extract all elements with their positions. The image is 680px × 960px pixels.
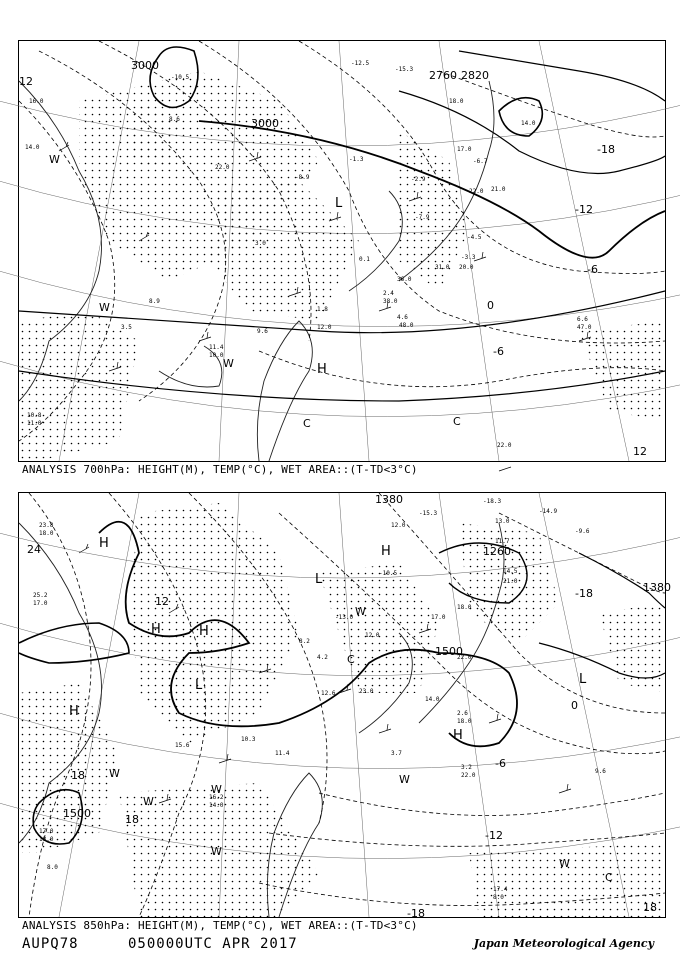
station-obs: -7.9 [415, 214, 430, 221]
station-obs: 14.0 [521, 120, 536, 127]
cold-marker: C [605, 871, 613, 884]
station-obs: 8.6 [169, 116, 180, 123]
wet-marker: W [109, 767, 120, 780]
temp-label-minus6-a: -6 [587, 263, 598, 276]
station-obs: 25.2 [33, 592, 48, 599]
station-obs: 2.4 [383, 290, 394, 297]
station-obs: 0.1 [359, 256, 370, 263]
temp-label-minus18-b: -18 [407, 907, 425, 920]
map-panel-700hpa [18, 40, 666, 462]
station-obs: -15.3 [419, 510, 438, 517]
station-obs: -8.9 [295, 174, 310, 181]
station-obs: 23.0 [359, 688, 374, 695]
agency-name: Japan Meteorological Agency [473, 937, 654, 950]
station-obs: 22.0 [461, 772, 476, 779]
cold-marker: C [347, 653, 355, 666]
station-obs: 14.5 [503, 568, 518, 575]
station-obs: 3.5 [121, 324, 132, 331]
station-obs: 14.0 [209, 802, 224, 809]
station-obs: -4.5 [467, 234, 482, 241]
station-obs: 18.0 [39, 530, 54, 537]
station-obs: 3.7 [391, 750, 402, 757]
station-obs: -9.6 [575, 528, 590, 535]
station-obs: 11.4 [275, 750, 290, 757]
wet-marker: W [49, 153, 60, 166]
temp-label-12-b: 12 [633, 445, 647, 458]
station-obs: 12.0 [391, 522, 406, 529]
wet-marker: W [559, 857, 570, 870]
station-obs: 17.4 [493, 886, 508, 893]
station-obs: 12.6 [321, 690, 336, 697]
station-obs: 22.0 [497, 442, 512, 449]
temp-label-minus12: -12 [485, 829, 503, 842]
station-obs: 22.0 [457, 654, 472, 661]
station-obs: -14.9 [539, 508, 558, 515]
wet-marker: W [211, 845, 222, 858]
station-obs: 38.0 [383, 298, 398, 305]
map-700hpa-svg [19, 41, 665, 461]
temp-label-0: 0 [487, 299, 494, 312]
high-center-850: H [381, 544, 391, 559]
station-obs: 22.0 [469, 188, 484, 195]
station-obs: 13.0 [495, 518, 510, 525]
temp-label-18-b: 18 [125, 813, 139, 826]
station-obs: 14.0 [425, 696, 440, 703]
station-obs: 47.0 [577, 324, 592, 331]
station-obs: 9.6 [257, 328, 268, 335]
station-obs: 10.3 [241, 736, 256, 743]
temp-label-minus18: -18 [597, 143, 615, 156]
station-obs: 17.0 [33, 600, 48, 607]
station-obs: 8.0 [493, 894, 504, 901]
height-label-1260: 1260 [483, 545, 511, 558]
height-label-3000-a: 3000 [131, 59, 159, 72]
high-center-850: H [151, 622, 161, 637]
station-obs: 20.0 [459, 264, 474, 271]
high-center-850: H [453, 728, 463, 743]
wet-marker: W [99, 301, 110, 314]
height-label-1500-a: 1500 [435, 645, 463, 658]
temp-label-minus6: -6 [495, 757, 506, 770]
station-obs: 11.7 [495, 538, 510, 545]
temp-label-18-a: 18 [71, 769, 85, 782]
station-obs: 21.0 [503, 578, 518, 585]
station-obs: 15.6 [175, 742, 190, 749]
analysis-time: 050000UTC APR 2017 [128, 936, 298, 952]
station-obs: 21.0 [491, 186, 506, 193]
station-obs: 17.0 [431, 614, 446, 621]
wet-marker: W [355, 605, 366, 618]
caption-850hpa: ANALYSIS 850hPa: HEIGHT(M), TEMP(°C), WET AREA::(T-TD<3°C) [22, 919, 418, 932]
wet-marker: W [211, 783, 222, 796]
temp-label-12: 12 [155, 595, 169, 608]
wet-areas [19, 503, 665, 917]
station-obs: 31.0 [435, 264, 450, 271]
cold-marker: C [453, 415, 461, 428]
station-obs: 17.0 [39, 828, 54, 835]
station-obs: 8.9 [149, 298, 160, 305]
map-850hpa-svg [19, 493, 671, 920]
station-obs: 11.4 [209, 344, 224, 351]
station-obs: -10.5 [171, 74, 190, 81]
high-center-700: H [317, 362, 327, 377]
station-obs: -13.0 [335, 614, 354, 621]
station-obs: -12.5 [351, 60, 370, 67]
station-obs: -18.3 [483, 498, 502, 505]
caption-700hpa: ANALYSIS 700hPa: HEIGHT(M), TEMP(°C), WET AREA::(T-TD<3°C) [22, 463, 418, 476]
station-obs: 10.8 [27, 412, 42, 419]
station-obs: -2.9 [411, 176, 426, 183]
station-obs: -6.7 [473, 158, 488, 165]
height-label-1500-b: 1500 [63, 807, 91, 820]
temp-label-minus6-b: -6 [493, 345, 504, 358]
station-obs: 18.0 [457, 604, 472, 611]
station-obs: -10.5 [379, 570, 398, 577]
low-center-850: L [195, 678, 203, 693]
wet-areas [19, 71, 665, 461]
station-obs: 2.6 [457, 710, 468, 717]
station-obs: 8.0 [47, 864, 58, 871]
low-center-700: L [335, 196, 343, 211]
station-obs: 12.0 [317, 324, 332, 331]
low-center-850: L [315, 572, 323, 587]
high-center-850: H [69, 704, 79, 719]
station-obs: 48.0 [399, 322, 414, 329]
station-obs: 14.0 [25, 144, 40, 151]
station-obs: 4.2 [317, 654, 328, 661]
station-obs: 18.0 [449, 98, 464, 105]
station-obs: 22.0 [215, 164, 230, 171]
station-obs: -15.3 [395, 66, 414, 73]
station-obs: 17.0 [457, 146, 472, 153]
station-obs: 8.2 [299, 638, 310, 645]
station-obs: 1.8 [317, 306, 328, 313]
temp-label-12-a: 12 [19, 75, 33, 88]
station-obs: 12.0 [365, 632, 380, 639]
station-obs: 3.0 [255, 240, 266, 247]
station-obs: 9.6 [595, 768, 606, 775]
station-obs: 23.8 [39, 522, 54, 529]
station-obs: 6.6 [577, 316, 588, 323]
wet-marker: W [143, 795, 154, 808]
height-label-1380-b: 1380 [643, 581, 671, 594]
high-center-850: H [199, 624, 209, 639]
cold-marker: C [303, 417, 311, 430]
low-center-850: L [579, 672, 587, 687]
station-obs: 18.0 [39, 836, 54, 843]
station-obs: -1.3 [349, 156, 364, 163]
temp-label-minus12: -12 [575, 203, 593, 216]
wet-marker: W [399, 773, 410, 786]
station-obs: 36.0 [397, 276, 412, 283]
map-panel-850hpa [18, 492, 671, 920]
station-obs: 16.2 [209, 794, 224, 801]
station-obs: 10.0 [209, 352, 224, 359]
station-obs: 18.0 [457, 718, 472, 725]
height-label-2760: 2760 [429, 69, 457, 82]
chart-code: AUPQ78 [22, 936, 79, 952]
temp-label-18-c: 18 [643, 901, 657, 914]
temp-label-minus18: -18 [575, 587, 593, 600]
height-label-3000-b: 3000 [251, 117, 279, 130]
temp-label-24: 24 [27, 543, 41, 556]
height-label-2820: 2820 [461, 69, 489, 82]
station-obs: 3.2 [461, 764, 472, 771]
wet-marker: W [223, 357, 234, 370]
height-label-1380-a: 1380 [375, 493, 403, 506]
station-obs: 4.6 [397, 314, 408, 321]
temp-label-0: 0 [571, 699, 578, 712]
station-obs: 11.0 [27, 420, 42, 427]
station-obs: 16.0 [29, 98, 44, 105]
high-center-850: H [99, 536, 109, 551]
station-obs: -3.3 [461, 254, 476, 261]
